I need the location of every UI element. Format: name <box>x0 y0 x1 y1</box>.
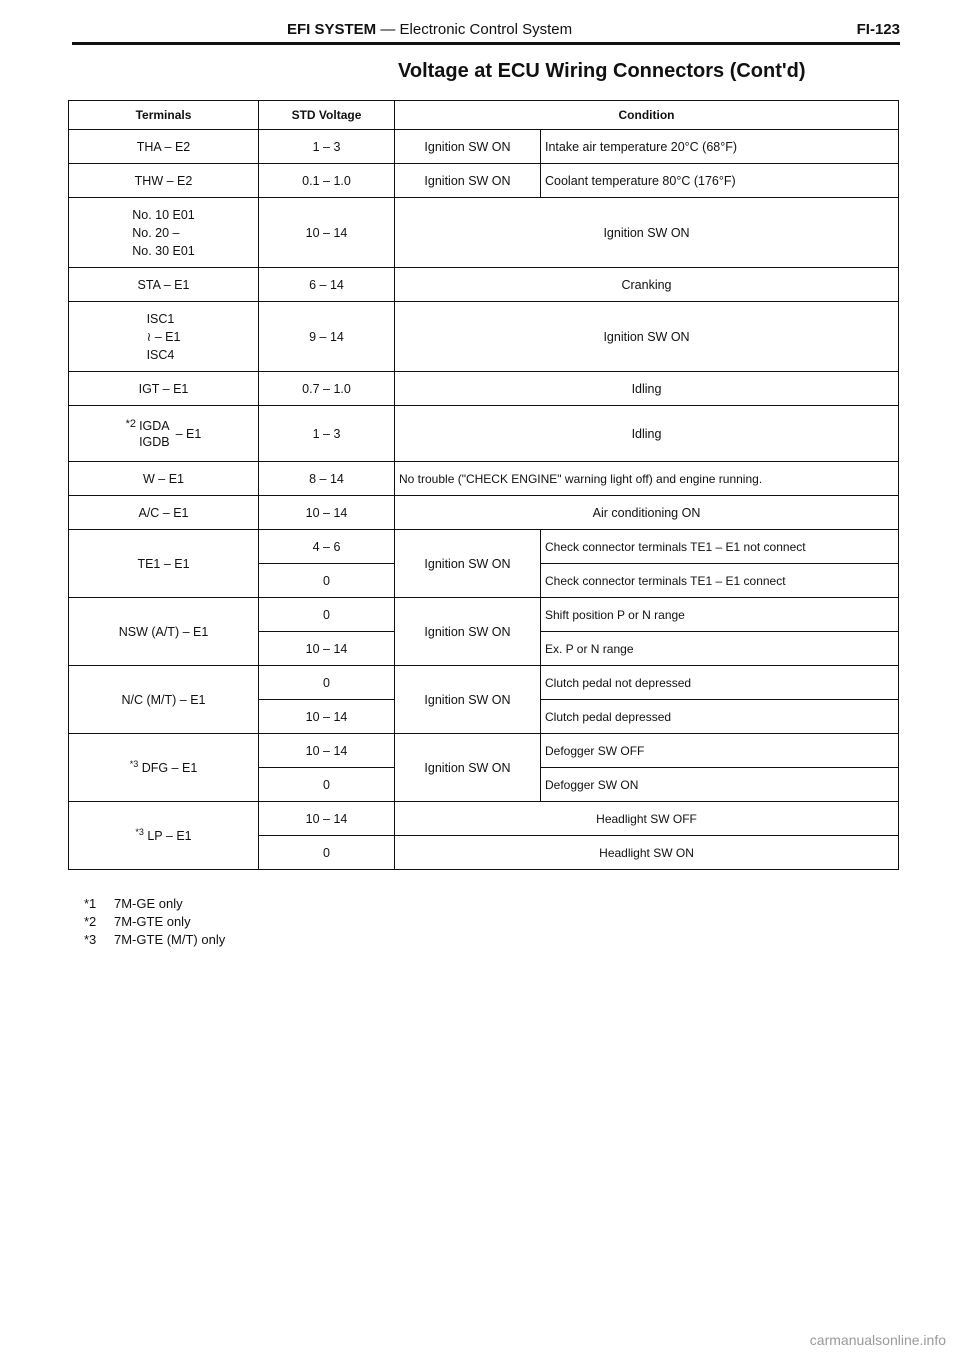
condition-detail-cell: Coolant temperature 80°C (176°F) <box>541 164 899 198</box>
terminal-cell: THW – E2 <box>69 164 259 198</box>
header-system: EFI SYSTEM <box>287 21 377 38</box>
condition-detail-cell: Check connector terminals TE1 – E1 connect <box>541 564 899 598</box>
footnote-mark: *2 <box>84 914 97 929</box>
terminal-cell: STA – E1 <box>69 268 259 302</box>
voltage-cell: 9 – 14 <box>259 302 395 372</box>
voltage-cell: 0.1 – 1.0 <box>259 164 395 198</box>
terminal-multi <box>147 310 181 364</box>
footnotes <box>84 895 225 949</box>
footnote <box>84 913 225 931</box>
terminal-cell: THA – E2 <box>69 130 259 164</box>
condition-detail-cell: Defogger SW OFF <box>541 734 899 768</box>
header-subtitle: — Electronic Control System <box>376 21 573 38</box>
terminal-line: ISC4 <box>146 347 175 362</box>
condition-detail-cell: Clutch pedal depressed <box>541 700 899 734</box>
terminal-label: LP – E1 <box>147 829 192 844</box>
condition-detail-cell: Shift position P or N range <box>541 598 899 632</box>
terminal-cell <box>69 198 259 268</box>
condition-cell: Ignition SW ON <box>395 598 541 666</box>
condition-detail-cell: Check connector terminals TE1 – E1 not connect <box>541 530 899 564</box>
voltage-cell: 4 – 6 <box>259 530 395 564</box>
condition-cell: Ignition SW ON <box>395 530 541 598</box>
terminal-cell: A/C – E1 <box>69 496 259 530</box>
terminal-multi <box>139 418 170 450</box>
terminal-line: ISC1 <box>146 311 175 326</box>
footnote-text: 7M-GE only <box>114 896 183 911</box>
footnote-text: 7M-GTE (M/T) only <box>114 932 226 947</box>
voltage-cell: 0 <box>259 666 395 700</box>
table-row <box>69 198 899 268</box>
voltage-cell: 1 – 3 <box>259 130 395 164</box>
igd-terminal-group <box>126 418 202 450</box>
terminal-cell <box>69 802 259 870</box>
voltage-cell: 0 <box>259 768 395 802</box>
table-row <box>69 598 899 632</box>
condition-cell: Cranking <box>395 268 899 302</box>
voltage-cell: 0 <box>259 564 395 598</box>
watermark: carmanualsonline.info <box>809 1332 946 1348</box>
table-row <box>69 302 899 372</box>
condition-cell: Ignition SW ON <box>395 130 541 164</box>
terminal-line: No. 20 – <box>132 225 180 240</box>
table-row <box>69 406 899 462</box>
condition-cell: Idling <box>395 406 899 462</box>
terminal-line: IGDA <box>139 418 170 433</box>
voltage-cell: 6 – 14 <box>259 268 395 302</box>
condition-detail-cell: Clutch pedal not depressed <box>541 666 899 700</box>
section-title: Voltage at ECU Wiring Connectors (Cont'd) <box>398 60 806 82</box>
voltage-cell: 10 – 14 <box>259 802 395 836</box>
header-condition: Condition <box>395 101 899 130</box>
condition-cell: Ignition SW ON <box>395 666 541 734</box>
terminal-line: IGDB <box>139 434 170 449</box>
condition-cell: Headlight SW ON <box>395 836 899 870</box>
terminal-label: DFG – E1 <box>141 761 198 776</box>
table-row <box>69 496 899 530</box>
footnote-mark: *3 <box>135 827 144 838</box>
condition-cell: Idling <box>395 372 899 406</box>
table-row <box>69 734 899 768</box>
condition-cell: Ignition SW ON <box>395 302 899 372</box>
footnote <box>84 931 225 949</box>
voltage-cell: 8 – 14 <box>259 462 395 496</box>
footnote-mark: *1 <box>84 896 97 911</box>
table-row <box>69 462 899 496</box>
condition-cell: Ignition SW ON <box>395 734 541 802</box>
condition-cell: Headlight SW OFF <box>395 802 899 836</box>
voltage-cell: 0 <box>259 598 395 632</box>
terminal-cell: W – E1 <box>69 462 259 496</box>
voltage-cell: 10 – 14 <box>259 198 395 268</box>
terminal-cell <box>69 406 259 462</box>
terminal-cell <box>69 302 259 372</box>
table-row <box>69 268 899 302</box>
terminal-cell <box>69 734 259 802</box>
voltage-cell: 10 – 14 <box>259 496 395 530</box>
table-row <box>69 164 899 198</box>
table-row <box>69 666 899 700</box>
footnote-mark: *2 <box>125 417 137 430</box>
voltage-cell: 1 – 3 <box>259 406 395 462</box>
header-std-voltage: STD Voltage <box>259 101 395 130</box>
condition-cell: No trouble ("CHECK ENGINE" warning light off) and engine running. <box>395 462 899 496</box>
condition-detail-cell: Intake air temperature 20°C (68°F) <box>541 130 899 164</box>
header-title <box>287 21 572 38</box>
terminal-multi <box>132 206 195 260</box>
terminal-cell: N/C (M/T) – E1 <box>69 666 259 734</box>
condition-detail-cell: Defogger SW ON <box>541 768 899 802</box>
table-row <box>69 130 899 164</box>
terminal-cell: NSW (A/T) – E1 <box>69 598 259 666</box>
voltage-cell: 0 <box>259 836 395 870</box>
condition-cell: Ignition SW ON <box>395 198 899 268</box>
terminal-cell: TE1 – E1 <box>69 530 259 598</box>
page-number: FI-123 <box>856 21 900 38</box>
table-row <box>69 372 899 406</box>
terminal-cell: IGT – E1 <box>69 372 259 406</box>
table-row <box>69 530 899 564</box>
voltage-cell: 10 – 14 <box>259 632 395 666</box>
voltage-cell: 10 – 14 <box>259 700 395 734</box>
condition-cell: Air conditioning ON <box>395 496 899 530</box>
condition-cell: Ignition SW ON <box>395 164 541 198</box>
terminal-line: No. 30 E01 <box>132 243 195 258</box>
table-header-row <box>69 101 899 130</box>
voltage-cell: 0.7 – 1.0 <box>259 372 395 406</box>
footnote-mark: *3 <box>84 932 97 947</box>
condition-detail-cell: Ex. P or N range <box>541 632 899 666</box>
footnote <box>84 895 225 913</box>
voltage-cell: 10 – 14 <box>259 734 395 768</box>
terminal-suffix: – E1 <box>175 426 202 441</box>
terminal-line: No. 10 E01 <box>132 207 195 222</box>
voltage-table <box>68 100 899 870</box>
header-rule <box>72 42 900 45</box>
footnote-text: 7M-GTE only <box>114 914 191 929</box>
header-terminals: Terminals <box>69 101 259 130</box>
table-row <box>69 802 899 836</box>
page-header <box>72 20 900 42</box>
footnote-mark: *3 <box>129 759 139 770</box>
terminal-line: ≀ – E1 <box>146 329 181 344</box>
